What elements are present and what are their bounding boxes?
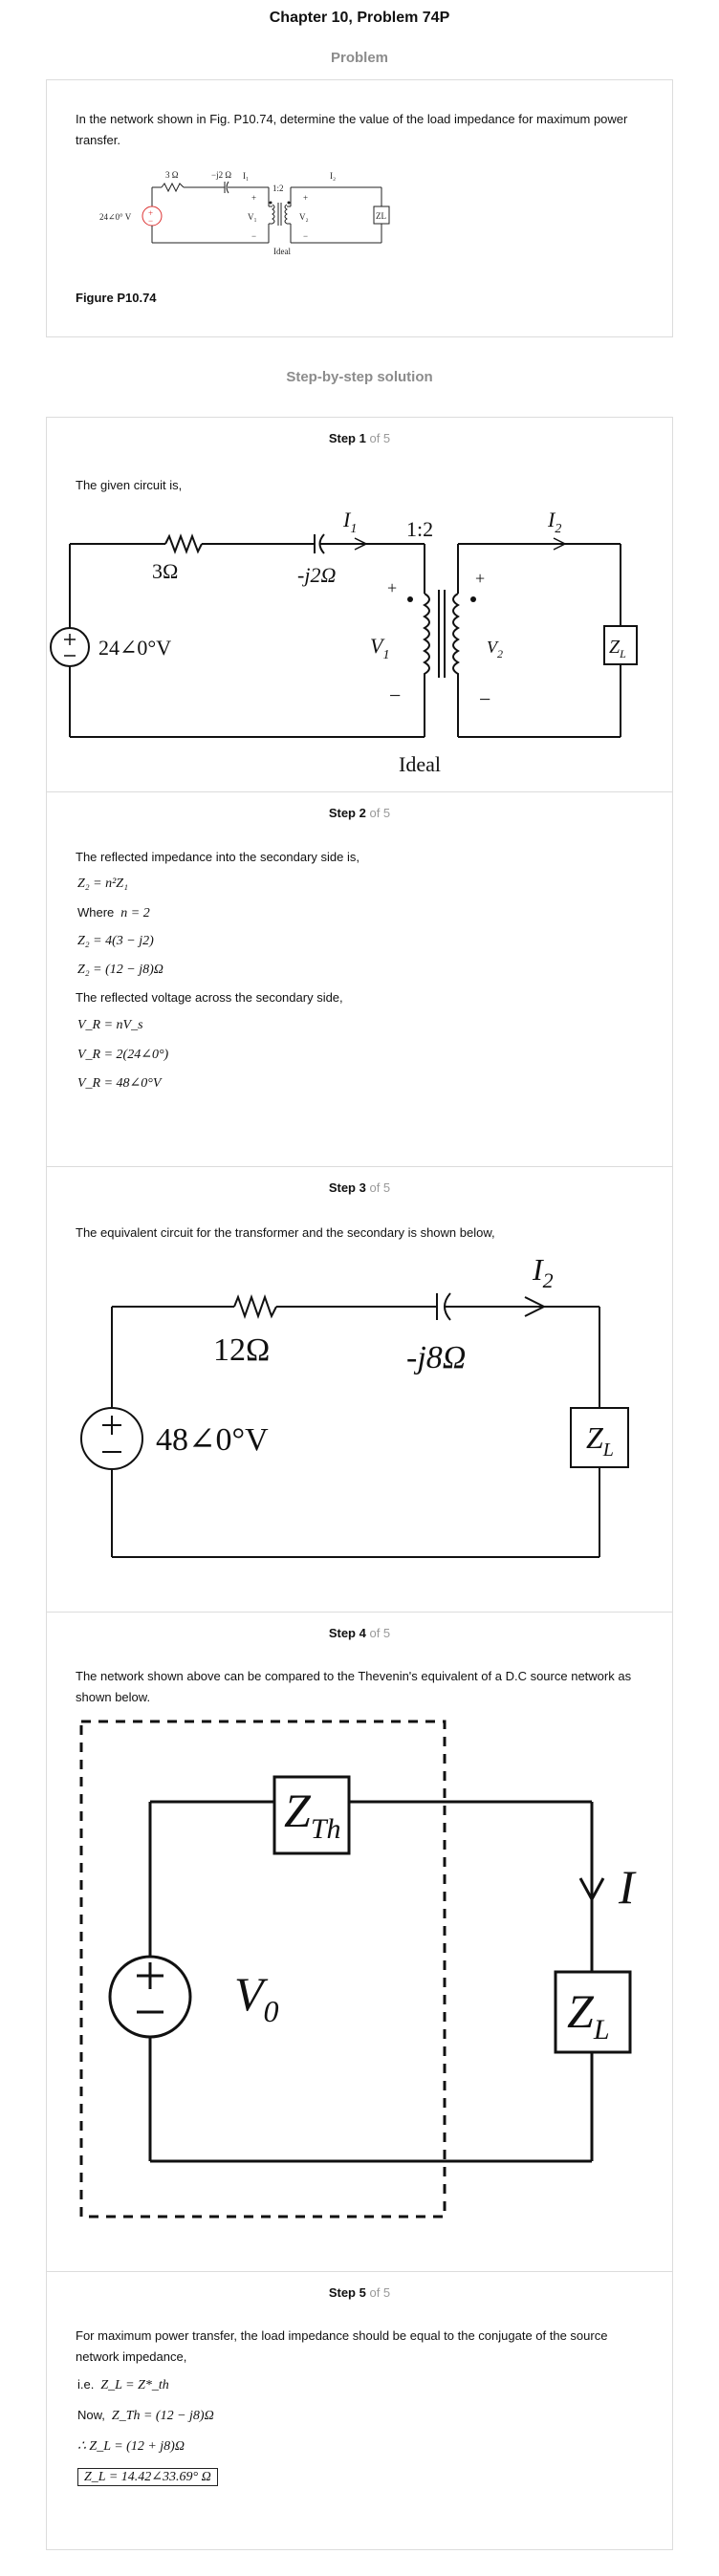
step-2-text-1: The reflected impedance into the secondary side is, [76, 850, 360, 864]
fig-ideal-label: Ideal [273, 247, 291, 256]
s3-source-label: 48∠0°V [156, 1422, 269, 1458]
s1-c1-label: -j2Ω [297, 563, 337, 587]
step-1-circuit [47, 506, 674, 773]
s1-r1-label: 3Ω [152, 559, 179, 583]
s3-zl-label: $Z_L$ [586, 1420, 614, 1461]
fig-c1-label: −j2 Ω [211, 170, 232, 180]
problem-card [46, 79, 673, 337]
s1-ideal-label: Ideal [399, 752, 441, 773]
s4-zl-label: $Z_L$ [567, 1984, 610, 2046]
s3-c-label: -j8Ω [406, 1340, 467, 1375]
s3-r-label: 12Ω [213, 1332, 271, 1368]
step-4-text: The network shown above can be compared to the Thevenin's equivalent of a D.C source network as shown below. [76, 1669, 632, 1704]
step-3-circuit [47, 1253, 674, 1578]
s1-i2-label: $I_2$ [548, 508, 562, 536]
step-2-eq-4: Z₂ = (12 − j8)Ω [77, 963, 163, 977]
figure-caption: Figure P10.74 [76, 291, 157, 305]
step-4 [46, 1612, 673, 2271]
fig-v1-label: V₁ [248, 212, 257, 222]
problem-text: In the network shown in Fig. P10.74, determine the value of the load impedance for maximum power transfer. [76, 112, 628, 147]
fig-i1-label: I₁ [243, 171, 250, 181]
step-2-eq-1: Z₂ = n²Z₁ [77, 877, 128, 891]
s1-minus-2: − [479, 687, 491, 711]
s3-i-label: $I_2$ [533, 1253, 554, 1292]
fig-minus-src: − [148, 216, 154, 226]
s4-v0-label: $V_0$ [234, 1967, 279, 2028]
fig-plus-2: + [303, 193, 309, 203]
fig-plus-src: + [148, 208, 154, 218]
problem-label: Problem [330, 50, 388, 66]
fig-zl-label: ZL [376, 211, 386, 221]
step-3-text: The equivalent circuit for the transformer and the secondary is shown below, [76, 1225, 495, 1240]
fig-source-label: 24∠0° V [99, 212, 132, 222]
s1-source-label: 24∠0°V [98, 636, 172, 660]
s1-plus-1: + [387, 578, 398, 597]
fig-minus-2: − [303, 231, 309, 241]
step-5 [46, 2271, 673, 2550]
step-5-now-line: Now, Z_Th = (12 − j8)Ω [77, 2408, 214, 2423]
step-5-text: For maximum power transfer, the load impedance should be equal to the conjugate of the source network impedance, [76, 2328, 608, 2364]
problem-figure [47, 166, 674, 291]
step-2-eq-6: V_R = 2(24∠0°) [77, 1048, 169, 1062]
step-3 [46, 1166, 673, 1612]
solution-label: Step-by-step solution [286, 369, 433, 385]
s1-i1-label: $I_1$ [343, 508, 358, 536]
fig-v2-label: V₂ [299, 212, 309, 222]
step-2-eq-3: Z₂ = 4(3 − j2) [77, 934, 154, 948]
s1-plus-2: + [475, 569, 486, 588]
step-5-ie-line: i.e. Z_L = Z*_th [77, 2377, 169, 2392]
step-2-text-2: The reflected voltage across the secondary side, [76, 990, 343, 1005]
step-1 [46, 417, 673, 791]
step-2-where-line: Where n = 2 [77, 905, 150, 920]
fig-r1-label: 3 Ω [165, 170, 179, 180]
step-5-answer: Z_L = 14.42∠33.69° Ω [77, 2469, 218, 2485]
step-1-heading: Step 1 of 5 [328, 431, 391, 445]
s1-zl-label: $Z_L$ [609, 637, 626, 660]
s1-v2-label: $V_2$ [487, 638, 503, 660]
s1-v1-label: $V_1$ [370, 634, 390, 662]
step-2 [46, 791, 673, 1166]
step-2-eq-7: V_R = 48∠0°V [77, 1076, 162, 1091]
step-2-heading: Step 2 of 5 [328, 806, 391, 820]
fig-ratio-label: 1:2 [272, 184, 284, 193]
s4-zth-label: $Z_{Th}$ [284, 1784, 341, 1845]
step-2-eq-5: V_R = nV_s [77, 1018, 143, 1032]
s1-minus-1: − [389, 683, 402, 707]
fig-plus-1: + [251, 193, 257, 203]
step-4-heading: Step 4 of 5 [328, 1626, 391, 1640]
step-5-heading: Step 5 of 5 [328, 2285, 391, 2300]
s4-i-label: I [619, 1860, 635, 1914]
step-3-heading: Step 3 of 5 [328, 1180, 391, 1195]
s1-ratio-label: 1:2 [406, 517, 434, 541]
fig-minus-1: − [251, 231, 257, 241]
step-1-text: The given circuit is, [76, 478, 183, 492]
fig-i2-label: I₂ [330, 171, 337, 181]
page-title: Chapter 10, Problem 74P [269, 10, 450, 26]
step-4-circuit [47, 1716, 674, 2251]
step-5-eq-3: ∴ Z_L = (12 + j8)Ω [77, 2439, 185, 2454]
